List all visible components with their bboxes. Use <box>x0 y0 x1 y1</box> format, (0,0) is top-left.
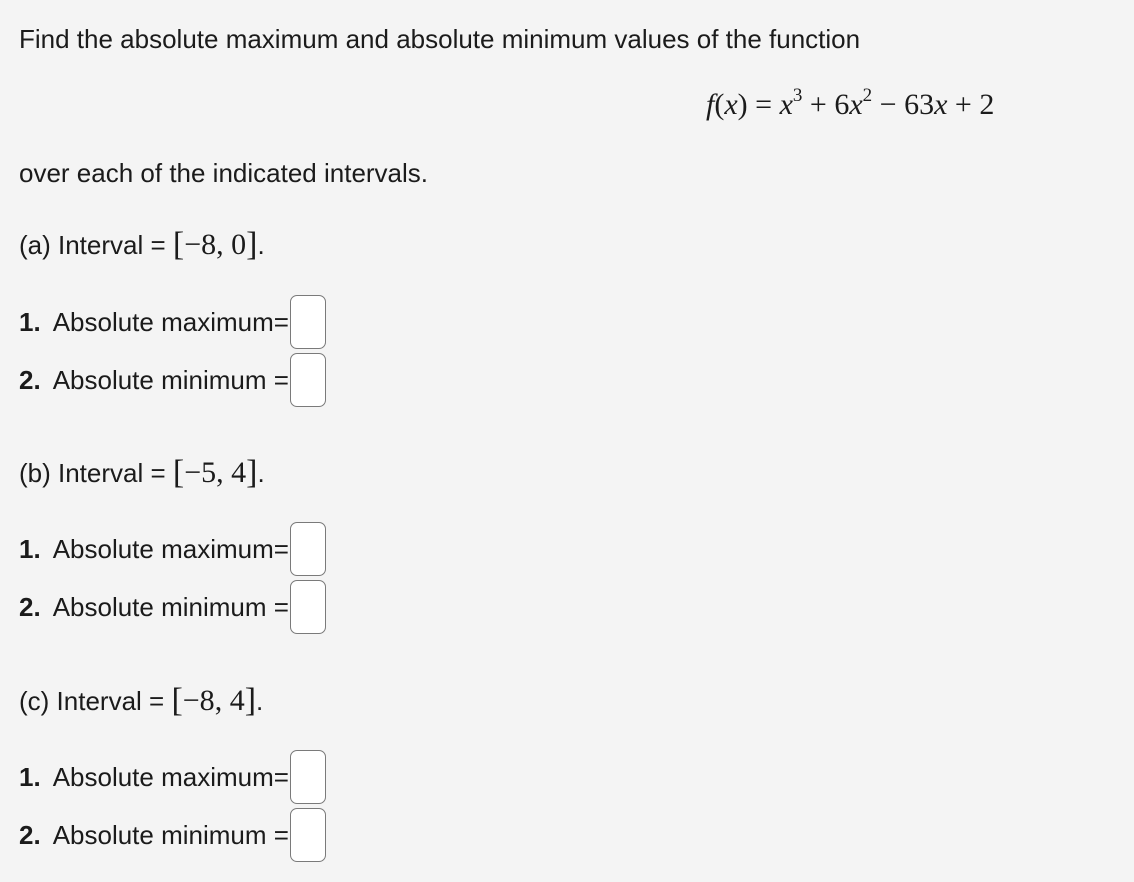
part-b-max-row <box>19 522 326 576</box>
part-a-interval: (a) Interval = [−8, 0]. <box>19 226 265 263</box>
part-a-min-row <box>19 353 326 407</box>
part-c-min-number: 2. <box>19 819 41 850</box>
function-formula: $f(x) = x^3 + 6x^2 - 63x + 2$ <box>706 85 995 121</box>
part-c-interval: (c) Interval = [−8, 4]. <box>19 682 264 719</box>
part-b-max-label: Absolute maximum= <box>52 533 289 564</box>
term1-exponent: 3 <box>792 85 803 106</box>
part-a-interval-math: [−8, 0] <box>172 226 258 263</box>
part-c-max-number: 1. <box>19 761 41 792</box>
part-b-min-row <box>19 580 326 634</box>
minus-sign: − <box>879 88 897 121</box>
intervals-instruction: over each of the indicated intervals. <box>19 158 429 188</box>
part-a-interval-lower: −8 <box>184 228 217 261</box>
equals-sign: = <box>755 88 773 121</box>
plus-sign-2: + <box>954 88 972 121</box>
part-c-min-row <box>19 808 326 862</box>
part-a-max-row <box>19 295 326 349</box>
function-name: f <box>706 88 715 121</box>
part-a-max-label: Absolute maximum= <box>52 306 289 337</box>
term3-var: x <box>934 88 948 121</box>
part-a-max-answer-box[interactable] <box>290 295 326 349</box>
part-c-max-row <box>19 750 326 804</box>
part-b-min-answer-box[interactable] <box>290 580 326 634</box>
term2-var: x <box>849 88 863 121</box>
problem-intro: Find the absolute maximum and absolute minimum values of the function <box>19 24 861 54</box>
part-c-min-answer-box[interactable] <box>290 808 326 862</box>
part-b-interval-upper: 4 <box>231 456 247 489</box>
part-a-interval-upper: 0 <box>231 228 247 261</box>
term2-exponent: 2 <box>862 85 873 106</box>
part-b-interval-lower: −5 <box>184 456 217 489</box>
part-c-max-label: Absolute maximum= <box>52 761 289 792</box>
plus-sign-1: + <box>809 88 827 121</box>
part-a-min-number: 2. <box>19 364 41 395</box>
part-c-interval-upper: 4 <box>229 684 245 717</box>
function-var: x <box>724 88 738 121</box>
part-c-max-answer-box[interactable] <box>290 750 326 804</box>
part-b-interval: (b) Interval = [−5, 4]. <box>19 454 265 491</box>
term3-coefficient: 63 <box>904 88 935 121</box>
part-b-max-number: 1. <box>19 533 41 564</box>
term2-coefficient: 6 <box>834 88 850 121</box>
part-b-min-label: Absolute minimum = <box>52 591 289 622</box>
part-a-label: (a) Interval = <box>19 230 173 260</box>
part-c-interval-lower: −8 <box>182 684 215 717</box>
part-c-label: (c) Interval = <box>19 686 172 716</box>
part-c-interval-math: [−8, 4] <box>171 682 257 719</box>
part-b-max-answer-box[interactable] <box>290 522 326 576</box>
part-b-label: (b) Interval = <box>19 458 173 488</box>
part-b-interval-math: [−5, 4] <box>172 454 258 491</box>
constant-term: 2 <box>979 88 995 121</box>
part-b-min-number: 2. <box>19 591 41 622</box>
term1-var: x <box>779 88 793 121</box>
part-a-max-number: 1. <box>19 306 41 337</box>
part-a-min-label: Absolute minimum = <box>52 364 289 395</box>
part-c-min-label: Absolute minimum = <box>52 819 289 850</box>
part-a-min-answer-box[interactable] <box>290 353 326 407</box>
